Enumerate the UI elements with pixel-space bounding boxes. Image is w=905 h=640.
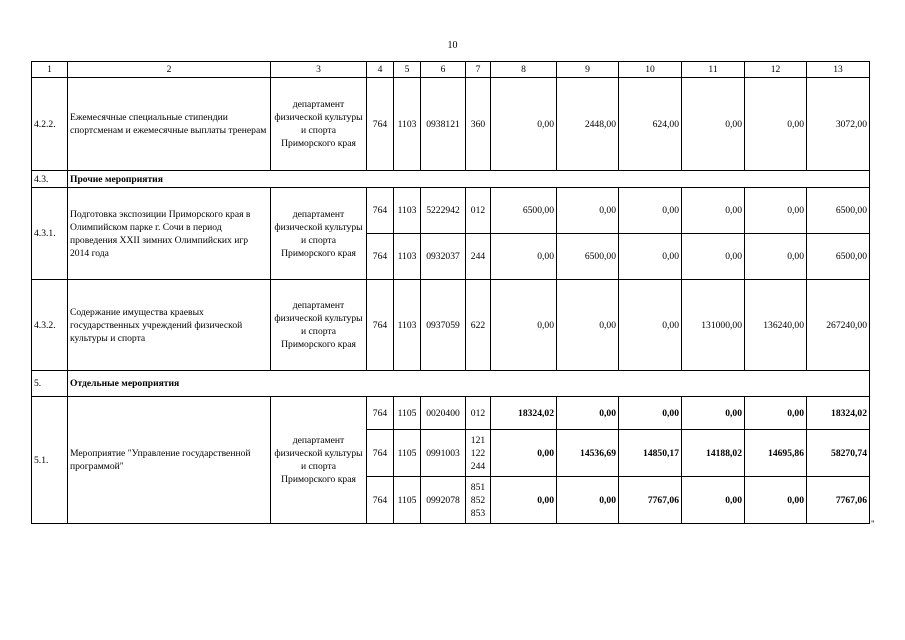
cell-type: 012 bbox=[466, 188, 491, 234]
cell-grbs: 764 bbox=[367, 188, 394, 234]
cell-target: 0992078 bbox=[421, 477, 466, 524]
cell-section: 1105 bbox=[394, 477, 421, 524]
cell-value: 14536,69 bbox=[557, 430, 619, 477]
cell-value: 0,00 bbox=[682, 188, 745, 234]
cell-value: 0,00 bbox=[682, 234, 745, 280]
cell-grbs: 764 bbox=[367, 477, 394, 524]
program-table bbox=[31, 61, 870, 524]
cell-value: 0,00 bbox=[745, 477, 807, 524]
cell-value: 0,00 bbox=[557, 188, 619, 234]
section-code: 4.3. bbox=[32, 171, 68, 188]
cell-value: 0,00 bbox=[491, 78, 557, 171]
cell-value: 0,00 bbox=[491, 280, 557, 371]
cell-value: 6500,00 bbox=[491, 188, 557, 234]
table-row bbox=[32, 78, 870, 171]
cell-value: 7767,06 bbox=[619, 477, 682, 524]
row-name: Ежемесячные специальные стипендии спортсменам и ежемесячные выплаты тренерам bbox=[68, 78, 271, 171]
cell-value: 0,00 bbox=[682, 477, 745, 524]
cell-value: 18324,02 bbox=[491, 397, 557, 430]
cell-value: 6500,00 bbox=[807, 188, 870, 234]
cell-value: 0,00 bbox=[619, 280, 682, 371]
cell-value: 131000,00 bbox=[682, 280, 745, 371]
header-cell: 5 bbox=[394, 62, 421, 78]
section-row bbox=[32, 371, 870, 397]
row-name: Подготовка экспозиции Приморского края в Олимпийском парке г. Сочи в период проведения XXII зимних Олимпийских игр 2014 года bbox=[68, 188, 271, 280]
cell-grbs: 764 bbox=[367, 234, 394, 280]
cell-type: 851 852 853 bbox=[466, 477, 491, 524]
row-code: 4.3.2. bbox=[32, 280, 68, 371]
cell-target: 0991003 bbox=[421, 430, 466, 477]
cell-section: 1103 bbox=[394, 188, 421, 234]
cell-value: 0,00 bbox=[619, 397, 682, 430]
row-department: департамент физической культуры и спорта Приморского края bbox=[271, 188, 367, 280]
cell-value: 6500,00 bbox=[557, 234, 619, 280]
header-cell: 11 bbox=[682, 62, 745, 78]
cell-value: 0,00 bbox=[619, 234, 682, 280]
header-cell: 13 bbox=[807, 62, 870, 78]
cell-target: 0932037 bbox=[421, 234, 466, 280]
header-cell: 10 bbox=[619, 62, 682, 78]
row-code: 5.1. bbox=[32, 397, 68, 524]
cell-value: 58270,74 bbox=[807, 430, 870, 477]
cell-type: 244 bbox=[466, 234, 491, 280]
cell-section: 1103 bbox=[394, 234, 421, 280]
cell-value: 0,00 bbox=[682, 78, 745, 171]
row-department: департамент физической культуры и спорта Приморского края bbox=[271, 280, 367, 371]
cell-type: 121 122 244 bbox=[466, 430, 491, 477]
cell-value: 0,00 bbox=[619, 188, 682, 234]
cell-section: 1105 bbox=[394, 397, 421, 430]
table-row bbox=[32, 397, 870, 430]
cell-target: 0020400 bbox=[421, 397, 466, 430]
cell-grbs: 764 bbox=[367, 280, 394, 371]
cell-value: 14188,02 bbox=[682, 430, 745, 477]
cell-type: 360 bbox=[466, 78, 491, 171]
cell-value: 2448,00 bbox=[557, 78, 619, 171]
header-cell: 9 bbox=[557, 62, 619, 78]
header-cell: 6 bbox=[421, 62, 466, 78]
header-cell: 2 bbox=[68, 62, 271, 78]
cell-value: 0,00 bbox=[745, 188, 807, 234]
cell-value: 136240,00 bbox=[745, 280, 807, 371]
cell-grbs: 764 bbox=[367, 78, 394, 171]
section-title: Отдельные мероприятия bbox=[68, 371, 870, 397]
cell-value: 0,00 bbox=[745, 234, 807, 280]
row-department: департамент физической культуры и спорта Приморского края bbox=[271, 78, 367, 171]
cell-type: 012 bbox=[466, 397, 491, 430]
cell-value: 0,00 bbox=[491, 477, 557, 524]
cell-target: 0937059 bbox=[421, 280, 466, 371]
section-title: Прочие мероприятия bbox=[68, 171, 870, 188]
cell-value: 0,00 bbox=[745, 397, 807, 430]
table-row bbox=[32, 280, 870, 371]
section-row bbox=[32, 171, 870, 188]
header-cell: 7 bbox=[466, 62, 491, 78]
cell-type: 622 bbox=[466, 280, 491, 371]
row-code: 4.2.2. bbox=[32, 78, 68, 171]
cell-section: 1103 bbox=[394, 280, 421, 371]
header-cell: 4 bbox=[367, 62, 394, 78]
cell-value: 14695,86 bbox=[745, 430, 807, 477]
header-cell: 12 bbox=[745, 62, 807, 78]
cell-value: 0,00 bbox=[682, 397, 745, 430]
cell-grbs: 764 bbox=[367, 430, 394, 477]
closing-quote: " bbox=[871, 519, 875, 529]
cell-target: 5222942 bbox=[421, 188, 466, 234]
cell-value: 267240,00 bbox=[807, 280, 870, 371]
cell-section: 1103 bbox=[394, 78, 421, 171]
cell-section: 1105 bbox=[394, 430, 421, 477]
cell-target: 0938121 bbox=[421, 78, 466, 171]
header-cell: 1 bbox=[32, 62, 68, 78]
table-row bbox=[32, 188, 870, 234]
cell-value: 0,00 bbox=[491, 234, 557, 280]
cell-value: 3072,00 bbox=[807, 78, 870, 171]
cell-value: 7767,06 bbox=[807, 477, 870, 524]
header-row bbox=[32, 62, 870, 78]
cell-value: 14850,17 bbox=[619, 430, 682, 477]
cell-value: 624,00 bbox=[619, 78, 682, 171]
row-code: 4.3.1. bbox=[32, 188, 68, 280]
cell-value: 6500,00 bbox=[807, 234, 870, 280]
cell-value: 0,00 bbox=[557, 280, 619, 371]
row-name: Мероприятие "Управление государственной программой" bbox=[68, 397, 271, 524]
cell-value: 18324,02 bbox=[807, 397, 870, 430]
header-cell: 3 bbox=[271, 62, 367, 78]
cell-value: 0,00 bbox=[491, 430, 557, 477]
cell-value: 0,00 bbox=[557, 397, 619, 430]
row-name: Содержание имущества краевых государственных учреждений физической культуры и спорта bbox=[68, 280, 271, 371]
cell-value: 0,00 bbox=[745, 78, 807, 171]
cell-grbs: 764 bbox=[367, 397, 394, 430]
page-number: 10 bbox=[447, 40, 458, 51]
row-department: департамент физической культуры и спорта Приморского края bbox=[271, 397, 367, 524]
header-cell: 8 bbox=[491, 62, 557, 78]
section-code: 5. bbox=[32, 371, 68, 397]
cell-value: 0,00 bbox=[557, 477, 619, 524]
